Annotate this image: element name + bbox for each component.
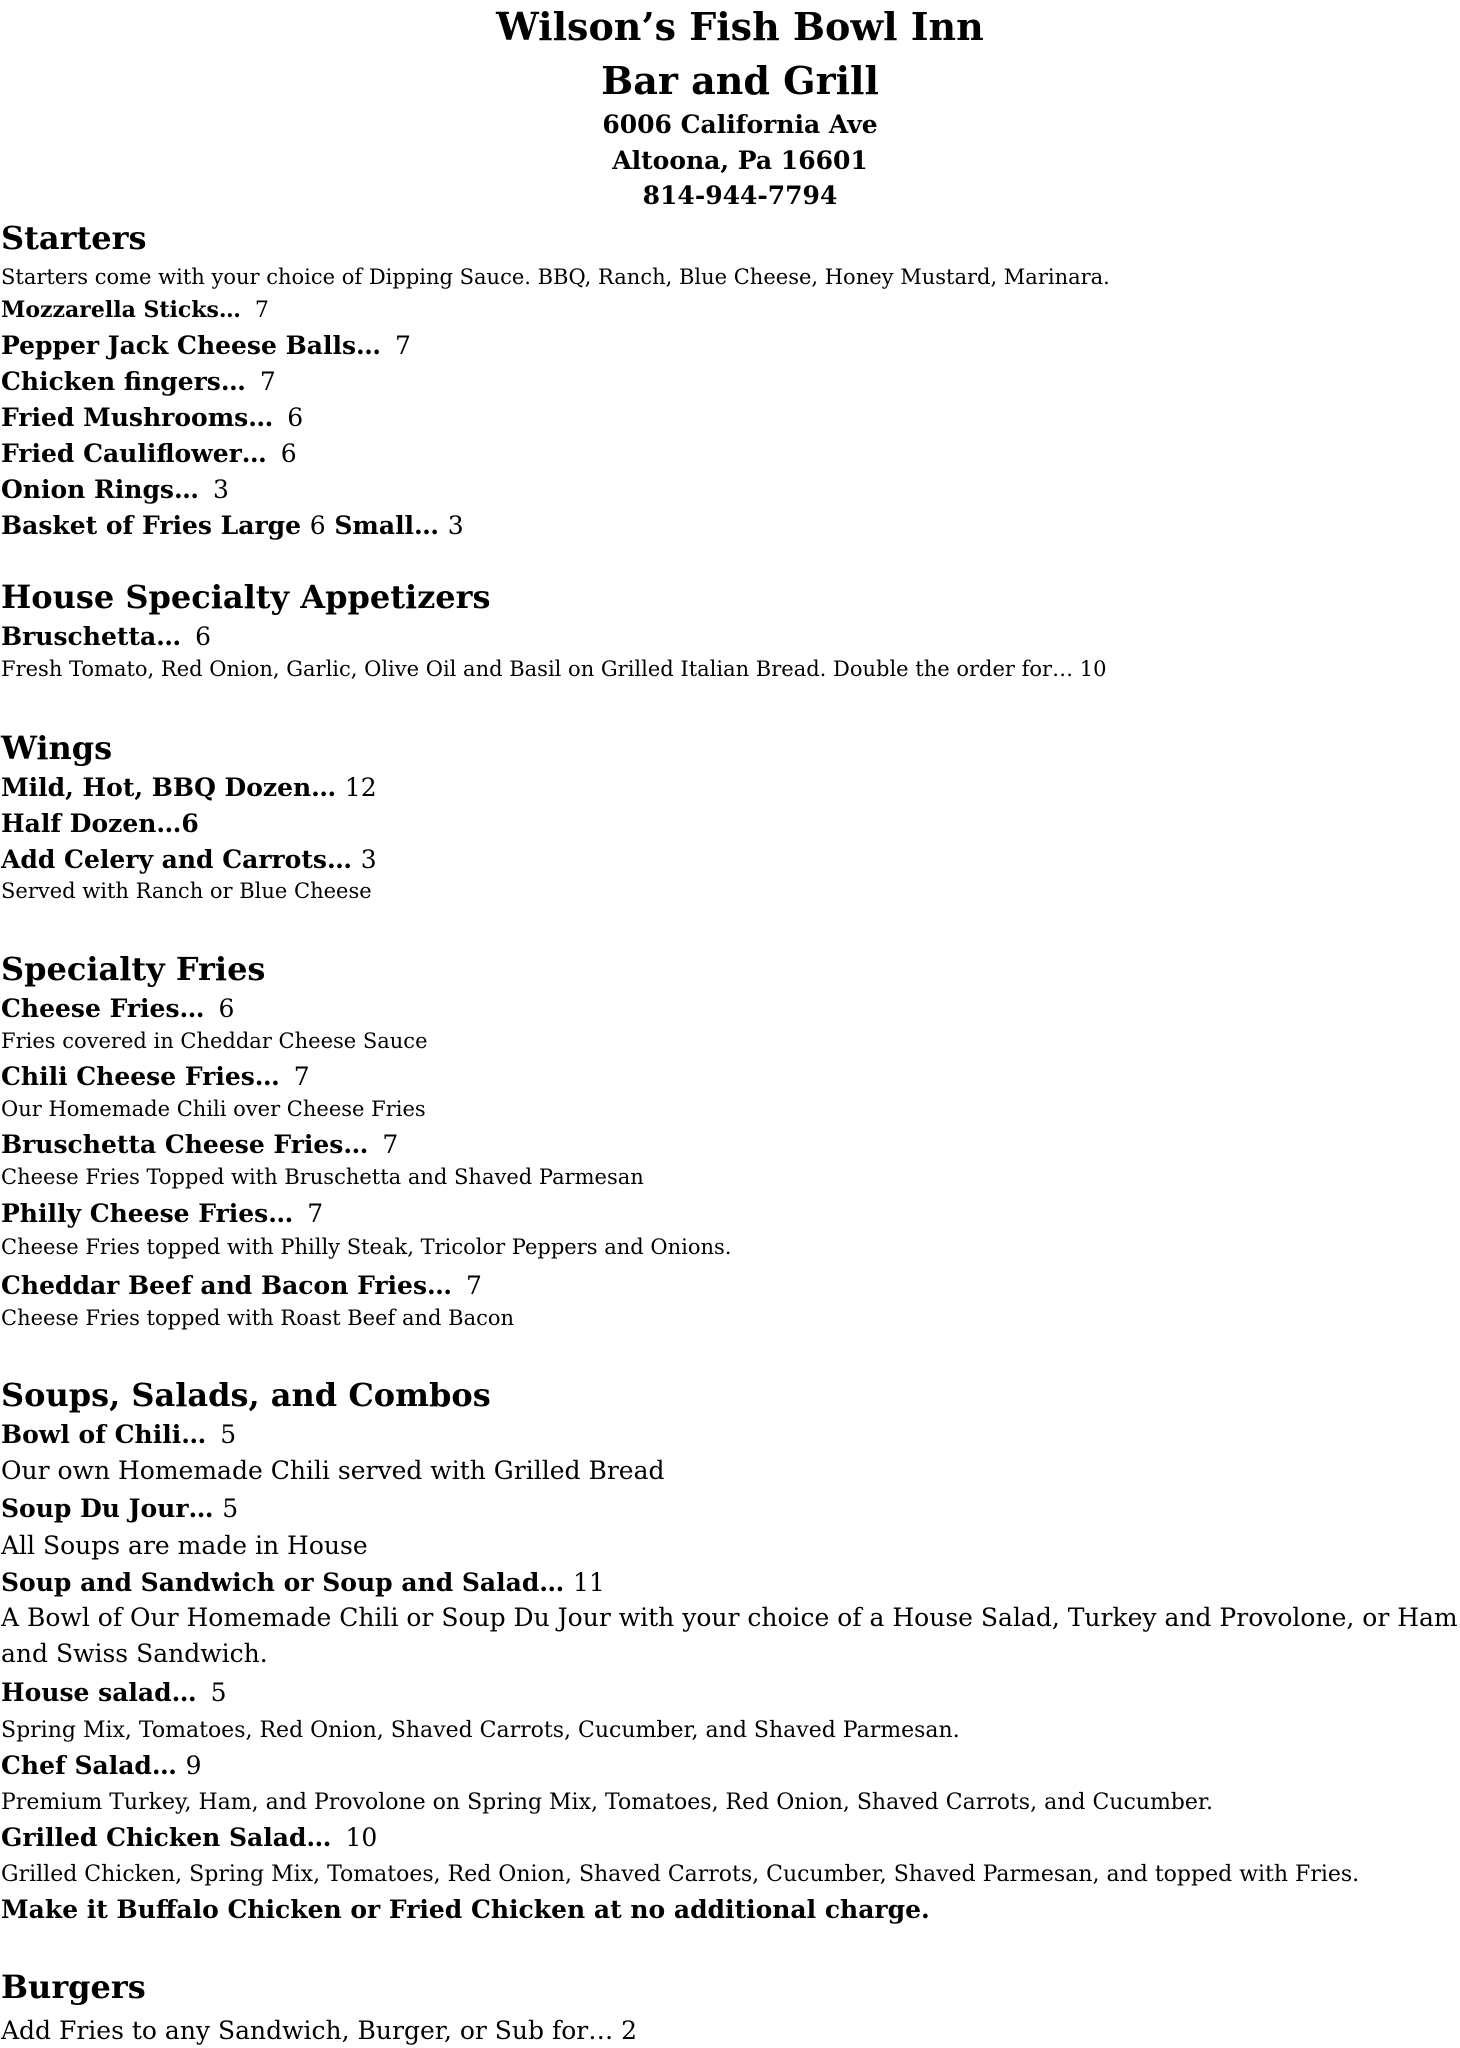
item-description: A Bowl of Our Homemade Chili or Soup Du Jour with your choice of a House Salad, Turkey and Provolone, or Ham and Swiss Sandwich. [1,1603,1458,1668]
item-price: 7 [395,331,411,360]
wings-note: Served with Ranch or Blue Cheese [1,879,372,903]
item-description: Grilled Chicken, Spring Mix, Tomatoes, Red Onion, Shaved Carrots, Cucumber, Shaved Parmesan, and topped with Fries. [1,1862,1360,1887]
menu-item [1,1064,310,1089]
item-description: Spring Mix, Tomatoes, Red Onion, Shaved Carrots, Cucumber, and Shaved Parmesan. [1,1718,960,1743]
section-title-wings: Wings [1,729,113,767]
burgers-note: Add Fries to any Sandwich, Burger, or Sub for… 2 [1,2016,638,2045]
item-description: Cheese Fries topped with Roast Beef and Bacon [1,1306,515,1330]
menu-item [1,1273,482,1298]
item-price: 7 [254,298,269,323]
starters-note: Starters come with your choice of Dipping Sauce. BBQ, Ranch, Blue Cheese, Honey Mustard, Marinara. [1,265,1110,289]
item-name: Mozzarella Sticks… [1,297,241,323]
item-name: Onion Rings… [1,475,200,504]
item-name: Chili Cheese Fries… [1,1062,280,1091]
menu-item [1,1496,238,1521]
item-name: Pepper Jack Cheese Balls… [1,331,382,360]
menu-item [1,1680,227,1705]
item-description: Premium Turkey, Ham, and Provolone on Spring Mix, Tomatoes, Red Onion, Shaved Carrots, and Cucumber. [1,1790,1213,1815]
item-price: 6 [309,511,326,540]
menu-item [1,1570,605,1595]
menu-item [1,1132,398,1157]
menu-item [1,441,297,466]
item-name: Fried Mushrooms… [1,403,274,432]
item-price: 7 [466,1271,482,1300]
menu-item: Half Dozen…6 [1,809,199,838]
address-street: 6006 California Ave [602,110,878,139]
item-price: 7 [382,1130,399,1159]
item-description: Our Homemade Chili over Cheese Fries [1,1097,426,1121]
menu-item [1,1422,236,1447]
item-price: 7 [293,1062,310,1091]
item-price: 10 [345,1823,378,1852]
item-name: Soup Du Jour… [1,1494,214,1523]
item-price: 6 [195,622,212,651]
item-name: Philly Cheese Fries… [1,1199,294,1228]
menu-item [1,299,269,322]
menu-item [1,847,377,872]
item-name: Add Celery and Carrots… [1,845,352,874]
item-name: House salad… [1,1678,197,1707]
section-title-burgers: Burgers [1,1968,146,2006]
menu-item [1,333,411,358]
item-name: Chicken fingers… [1,367,246,396]
item-price: 7 [259,367,276,396]
section-title-soups-salads: Soups, Salads, and Combos [1,1376,491,1414]
menu-item [1,405,303,430]
menu-item [1,624,211,649]
phone-number: 814-944-7794 [642,181,838,210]
section-title-appetizers: House Specialty Appetizers [1,578,491,616]
item-name: Mild, Hot, BBQ Dozen… [1,773,337,802]
address-city: Altoona, Pa 16601 [612,146,868,175]
menu-item [1,1825,377,1850]
item-name: Bruschetta… [1,622,182,651]
section-title-specialty-fries: Specialty Fries [1,950,266,988]
item-description: Fries covered in Cheddar Cheese Sauce [1,1029,428,1053]
item-name: Basket of Fries Large [1,511,302,540]
restaurant-subtitle: Bar and Grill [601,58,879,103]
item-price: 5 [210,1678,227,1707]
item-description: Cheese Fries topped with Philly Steak, Tricolor Peppers and Onions. [1,1235,732,1259]
item-description: Our own Homemade Chili served with Grilled Bread [1,1456,665,1485]
restaurant-name: Wilson’s Fish Bowl Inn [496,4,984,49]
item-description: Cheese Fries Topped with Bruschetta and Shaved Parmesan [1,1165,644,1189]
item-price: 7 [307,1199,324,1228]
item-name: Fried Cauliflower… [1,439,267,468]
salad-upgrade-note: Make it Buffalo Chicken or Fried Chicken at no additional charge. [1,1895,930,1924]
item-price: 12 [344,773,377,802]
menu-item [1,996,234,1021]
item-name: Chef Salad… [1,1751,177,1780]
item-name: Grilled Chicken Salad… [1,1823,332,1852]
menu-item [1,1201,323,1226]
menu-item [1,369,276,394]
menu-item [1,1753,202,1778]
item-price: 6 [280,439,297,468]
item-price: 9 [185,1751,202,1780]
item-description: All Soups are made in House [1,1531,368,1560]
menu-item [1,477,229,502]
item-price: 3 [360,845,377,874]
item-price: 3 [447,511,464,540]
item-price: 6 [287,403,304,432]
item-name: Bruschetta Cheese Fries… [1,1130,369,1159]
item-name: Cheddar Beef and Bacon Fries… [1,1271,453,1300]
item-name: Cheese Fries… [1,994,205,1023]
section-title-starters: Starters [1,219,147,257]
item-price: 5 [222,1494,239,1523]
item-name: Soup and Sandwich or Soup and Salad… [1,1568,565,1597]
item-price: 11 [573,1568,605,1597]
item-price: 3 [213,475,229,504]
item-description: Fresh Tomato, Red Onion, Garlic, Olive Oil and Basil on Grilled Italian Bread. Double the order for… 10 [1,657,1107,681]
item-price: 6 [218,994,235,1023]
item-name: Bowl of Chili… [1,1420,207,1449]
item-price: 5 [220,1420,237,1449]
menu-item-fries-basket [1,513,464,538]
menu-item [1,775,377,800]
item-name: Small… [334,511,440,540]
